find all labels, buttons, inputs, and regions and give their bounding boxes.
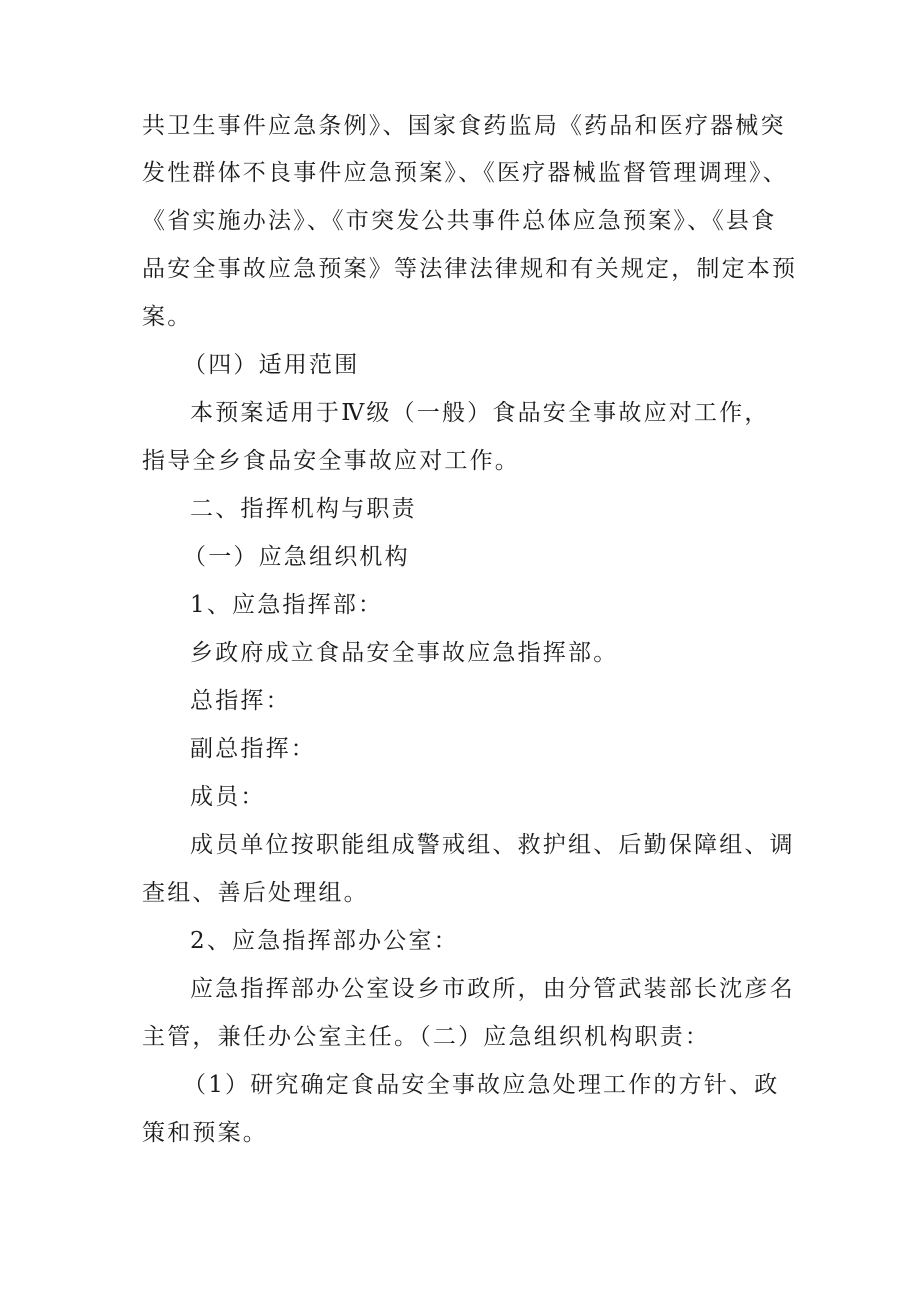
body-line-3: 《省实施办法》、《市突发公共事件总体应急预案》、《县食 bbox=[142, 208, 777, 234]
body-line-2: 发性群体不良事件应急预案》、《医疗器械监督管理调理》、 bbox=[142, 160, 788, 186]
body-line-4: 品安全事故应急预案》等法律法律规和有关规定，制定本预 bbox=[142, 256, 798, 282]
body-line-5: 案。 bbox=[142, 304, 193, 330]
body-line-13: 总指挥： bbox=[190, 688, 291, 714]
body-line-22: 策和预案。 bbox=[142, 1120, 268, 1146]
body-line-21: （1）研究确定食品安全事故应急处理工作的方针、政 bbox=[183, 1072, 780, 1098]
body-line-8: 指导全乡食品安全事故应对工作。 bbox=[142, 448, 520, 474]
item-heading-command-office: 2、应急指挥部办公室： bbox=[190, 928, 459, 954]
section-heading-scope: （四）适用范围 bbox=[183, 352, 360, 378]
body-line-14: 副总指挥： bbox=[190, 736, 316, 762]
body-line-16: 成员单位按职能组成警戒组、救护组、后勤保障组、调 bbox=[190, 832, 795, 858]
body-line-15: 成员： bbox=[190, 784, 266, 810]
item-heading-command-center: 1、应急指挥部： bbox=[190, 592, 384, 618]
body-line-1: 共卫生事件应急条例》、国家食药监局《药品和医疗器械突 bbox=[142, 113, 786, 139]
body-line-7: 本预案适用于Ⅳ级（一般）食品安全事故应对工作， bbox=[190, 400, 770, 426]
body-line-12: 乡政府成立食品安全事故应急指挥部。 bbox=[190, 640, 619, 666]
subsection-heading-organization: （一）应急组织机构 bbox=[183, 544, 410, 570]
body-line-20: 主管，兼任办公室主任。（二）应急组织机构职责： bbox=[142, 1024, 711, 1050]
section-heading-command: 二、指挥机构与职责 bbox=[190, 496, 417, 522]
body-line-19: 应急指挥部办公室设乡市政所，由分管武装部长沈彦名 bbox=[190, 976, 795, 1002]
body-line-17: 查组、善后处理组。 bbox=[142, 880, 369, 906]
